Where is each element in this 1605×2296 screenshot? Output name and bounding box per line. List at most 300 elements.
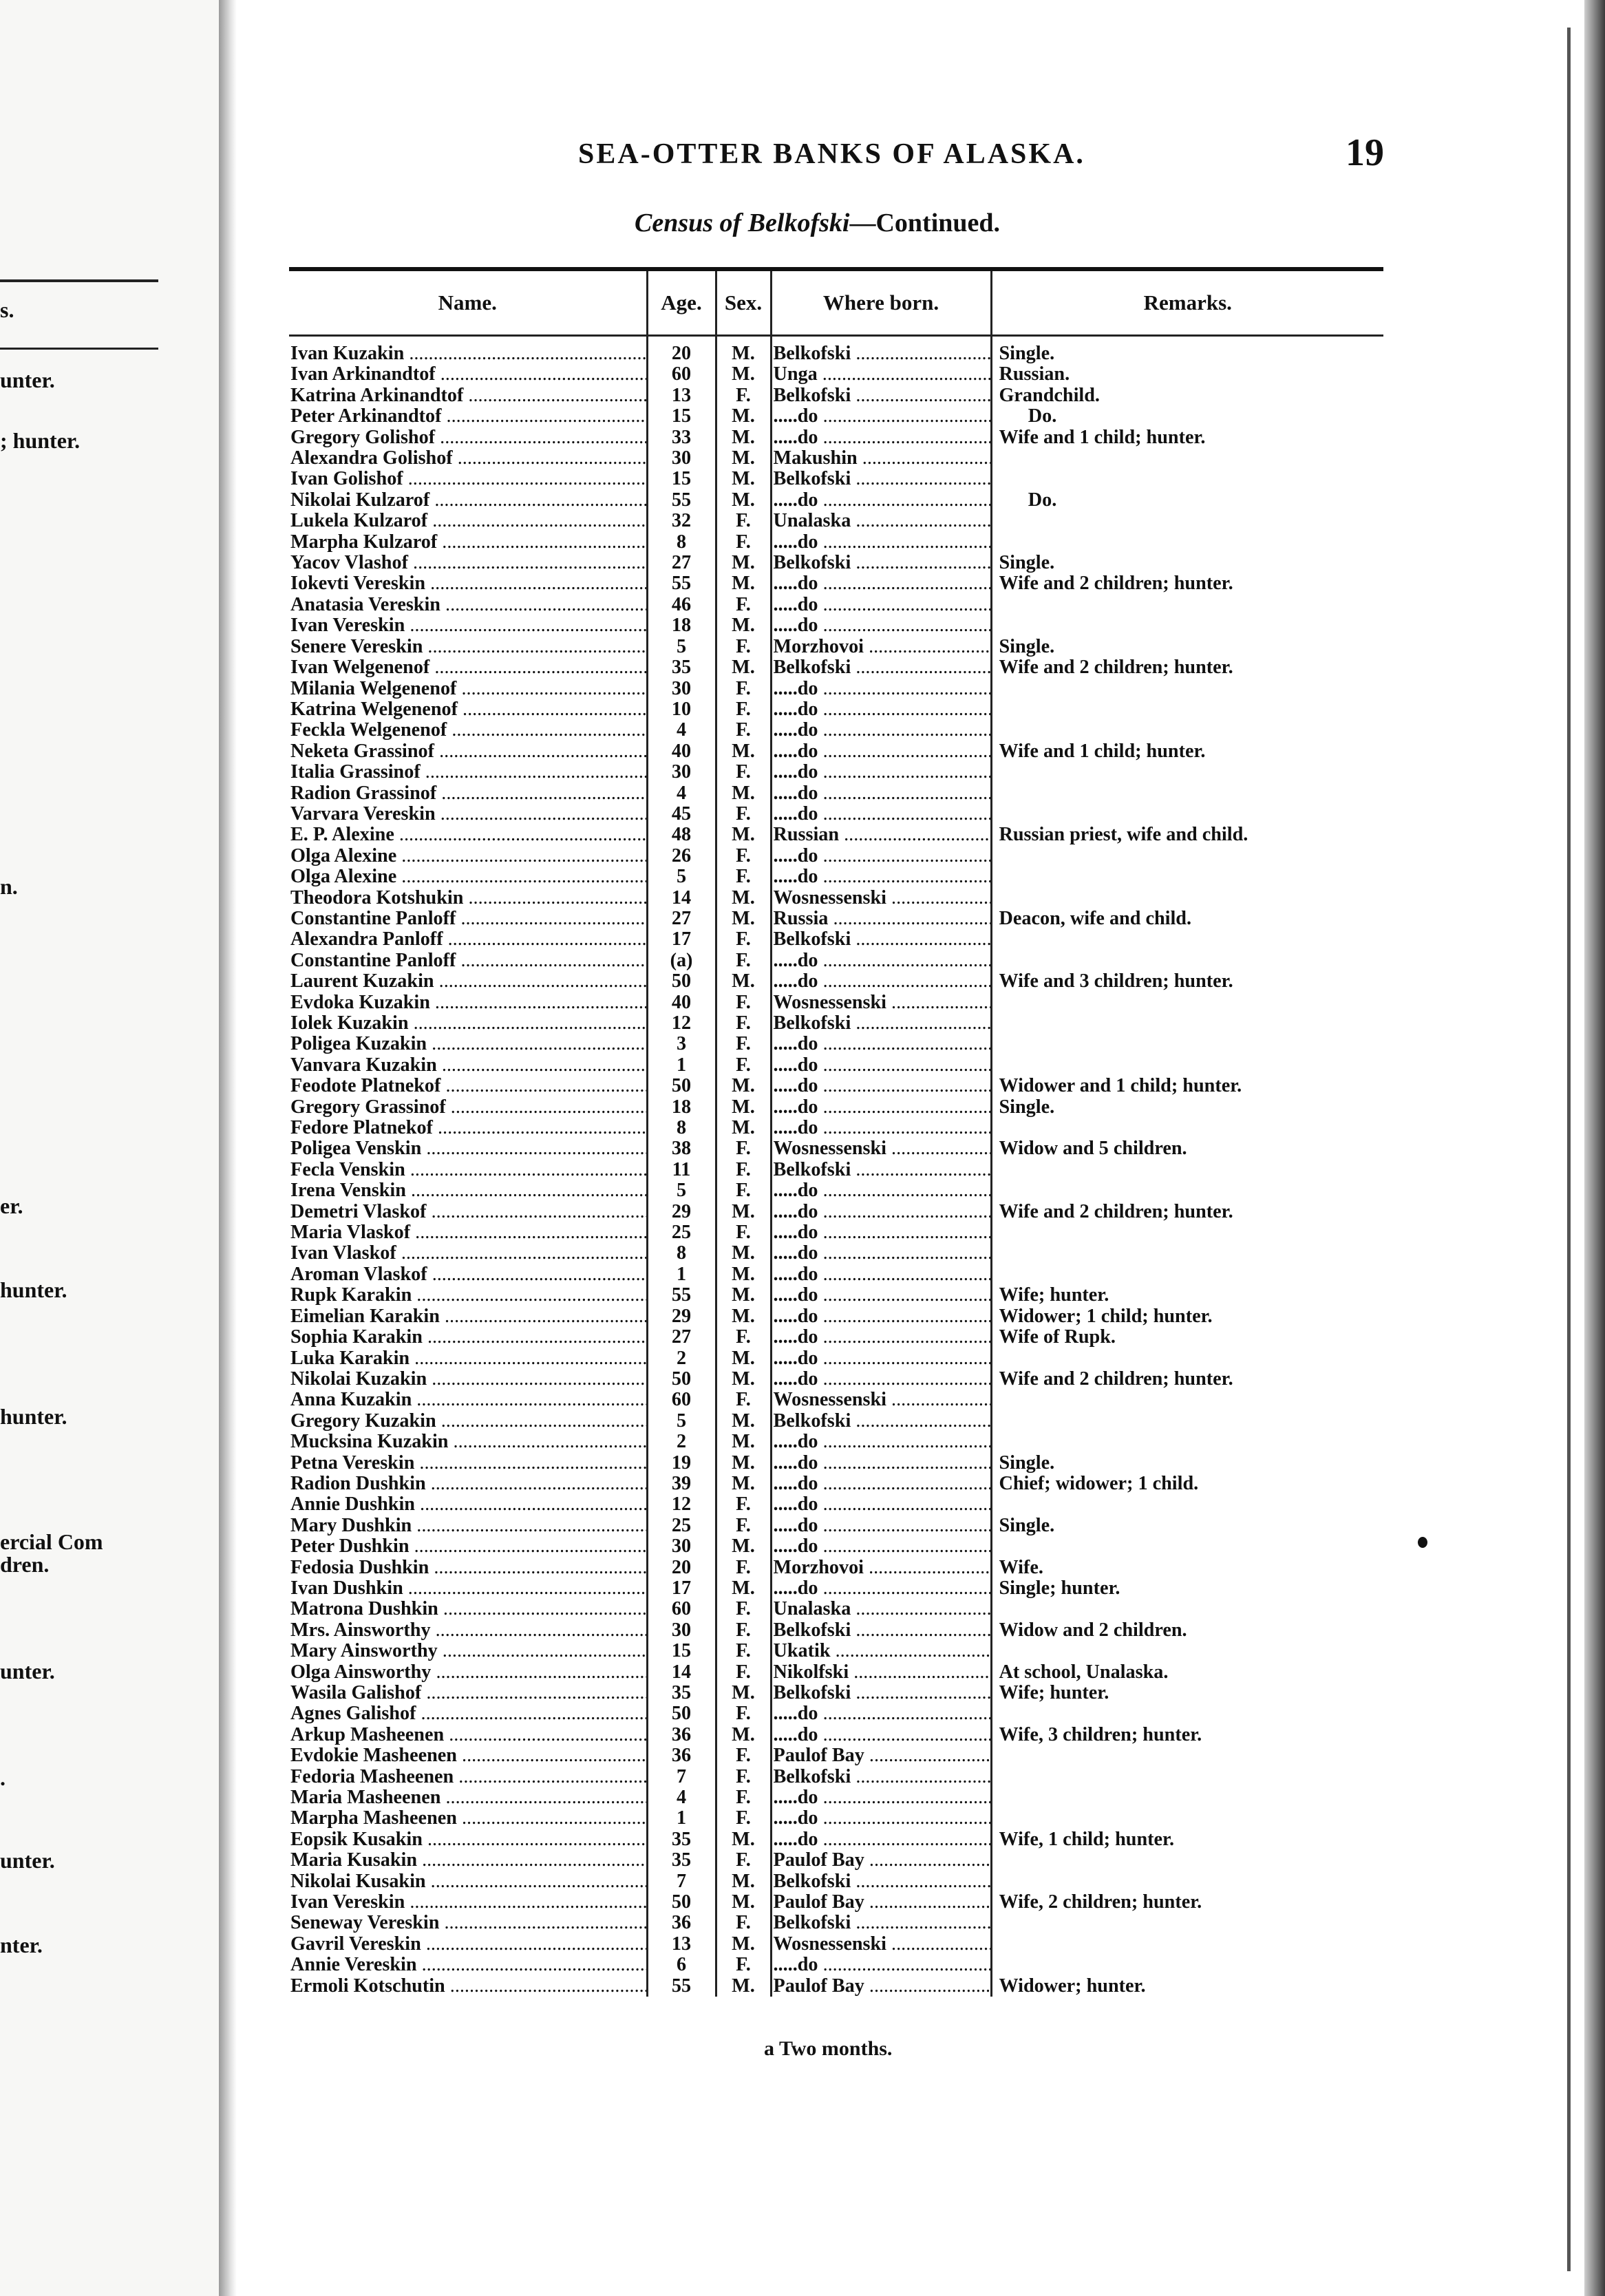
cell-where-born: .....do ..... [771,1787,991,1808]
cell-remarks: Wife, 2 children; hunter. [991,1892,1383,1913]
cell-age: 33 [647,427,716,448]
cell-remarks [991,448,1383,469]
cell-remarks: Wife of Rupk. [991,1327,1383,1348]
cell-remarks [991,1160,1383,1180]
table-row [289,511,1383,531]
cell-remarks [991,929,1383,950]
facing-page-fragment: ercial Com [0,1529,103,1554]
table-row [289,783,1383,804]
cell-sex: F. [716,1787,771,1808]
table-row [289,385,1383,406]
cell-where-born: .....do ..... [771,1829,991,1850]
cell-sex: F. [716,1620,771,1641]
cell-sex: F. [716,1494,771,1515]
cell-name: Gavril Vereskin ..... [289,1934,647,1955]
cell-where-born: .....do ..... [771,490,991,511]
column-header-name: Name. [438,290,497,315]
cell-sex: M. [716,1976,771,1997]
facing-page-fragment: ; hunter. [0,428,81,453]
table-row [289,595,1383,615]
cell-sex: M. [716,971,771,992]
cell-age: 4 [647,1787,716,1808]
cell-sex: M. [716,1892,771,1913]
cell-name: Luka Karakin ..... [289,1348,647,1369]
table-row [289,657,1383,678]
facing-page-fragment: s. [0,297,14,322]
cell-age: 15 [647,1641,716,1661]
cell-sex: M. [716,1369,771,1390]
cell-sex: F. [716,1703,771,1724]
cell-age: 50 [647,1369,716,1390]
table-row [289,1034,1383,1054]
cell-remarks: Wife and 2 children; hunter. [991,1369,1383,1390]
cell-age: 7 [647,1871,716,1892]
cell-age: 8 [647,1243,716,1264]
table-row [289,992,1383,1013]
cell-remarks [991,1745,1383,1766]
table-row [289,1348,1383,1369]
cell-remarks: Wife and 3 children; hunter. [991,971,1383,992]
table-row [289,1202,1383,1222]
cell-remarks: Wife and 2 children; hunter. [991,657,1383,678]
cell-name: Varvara Vereskin ..... [289,804,647,825]
cell-where-born: .....do ..... [771,406,991,427]
cell-sex: M. [716,448,771,469]
cell-remarks [991,595,1383,615]
cell-sex: F. [716,1767,771,1787]
cell-remarks [991,804,1383,825]
cell-where-born: Belkofski ..... [771,1411,991,1432]
cell-remarks [991,1432,1383,1452]
cell-where-born: .....do ..... [771,1264,991,1285]
cell-where-born: .....do ..... [771,573,991,594]
facing-page-fragment: n. [0,874,18,899]
cell-remarks [991,532,1383,553]
cell-sex: F. [716,532,771,553]
cell-age: 50 [647,1892,716,1913]
table-row [289,1118,1383,1138]
facing-page-rule [0,279,158,282]
cell-remarks: Wife, 3 children; hunter. [991,1725,1383,1745]
cell-name: Peter Dushkin ..... [289,1536,647,1557]
cell-where-born: Paulof Bay ..... [771,1745,991,1766]
cell-name: Olga Alexine ..... [289,867,647,887]
table-row [289,1097,1383,1118]
cell-where-born: Belkofski ..... [771,1620,991,1641]
cell-remarks [991,720,1383,741]
cell-age: 30 [647,1620,716,1641]
cell-where-born: Belkofski ..... [771,1871,991,1892]
table-row [289,1599,1383,1619]
table-row [289,1453,1383,1474]
cell-sex: M. [716,908,771,929]
cell-where-born: Wosnessenski ..... [771,1138,991,1159]
cell-remarks [991,1348,1383,1369]
cell-age: 39 [647,1474,716,1494]
cell-where-born: Makushin ..... [771,448,991,469]
cell-name: Maria Kusakin ..... [289,1850,647,1871]
cell-where-born: .....do ..... [771,1180,991,1201]
cell-remarks: Russian. [991,364,1383,385]
cell-age: 35 [647,1683,716,1703]
cell-age: 30 [647,679,716,699]
cell-name: Gregory Grassinof ..... [289,1097,647,1118]
cell-where-born: Morzhovoi ..... [771,637,991,657]
table-row [289,490,1383,511]
cell-sex: M. [716,1306,771,1327]
cell-where-born: .....do ..... [771,971,991,992]
cell-remarks: Do. [991,490,1383,511]
cell-age: 29 [647,1306,716,1327]
cell-name: Ivan Vereskin ..... [289,1892,647,1913]
cell-remarks [991,679,1383,699]
cell-remarks [991,1934,1383,1955]
table-row [289,1411,1383,1432]
cell-where-born: .....do ..... [771,1076,991,1096]
cell-where-born: Paulof Bay ..... [771,1850,991,1871]
cell-where-born: .....do ..... [771,1369,991,1390]
cell-remarks: Russian priest, wife and child. [991,825,1383,845]
cell-where-born: .....do ..... [771,1285,991,1306]
table-row [289,573,1383,594]
cell-remarks [991,1390,1383,1410]
cell-where-born: .....do ..... [771,1055,991,1076]
table-header-row [289,271,1383,336]
cell-name: Theodora Kotshukin ..... [289,888,647,908]
cell-remarks [991,1871,1383,1892]
cell-name: E. P. Alexine ..... [289,825,647,845]
cell-where-born: .....do ..... [771,1474,991,1494]
cell-where-born: Belkofski ..... [771,469,991,489]
cell-remarks [991,511,1383,531]
table-row [289,1683,1383,1703]
cell-where-born: Belkofski ..... [771,1913,991,1933]
cell-sex: M. [716,573,771,594]
cell-age: 2 [647,1348,716,1369]
cell-remarks: Single. [991,336,1383,365]
cell-where-born: Unalaska ..... [771,1599,991,1619]
facing-page-fragment: hunter. [0,1277,67,1302]
table-row [289,1703,1383,1724]
cell-age: 45 [647,804,716,825]
table-row [289,1222,1383,1243]
table-row [289,804,1383,825]
cell-sex: M. [716,1432,771,1452]
cell-where-born: .....do ..... [771,1808,991,1829]
cell-sex: F. [716,1745,771,1766]
cell-sex: M. [716,783,771,804]
cell-where-born: Nikolfski ..... [771,1662,991,1683]
cell-name: Senere Vereskin ..... [289,637,647,657]
cell-age: 6 [647,1955,716,1975]
cell-name: Rupk Karakin ..... [289,1285,647,1306]
cell-where-born: .....do ..... [771,699,991,720]
cell-where-born: Belkofski ..... [771,1013,991,1034]
cell-remarks [991,1034,1383,1054]
cell-where-born: .....do ..... [771,950,991,971]
cell-where-born: .....do ..... [771,1202,991,1222]
cell-where-born: .....do ..... [771,1034,991,1054]
table-row [289,1641,1383,1661]
cell-name: Nikolai Kusakin ..... [289,1871,647,1892]
cell-age: 13 [647,385,716,406]
cell-sex: F. [716,637,771,657]
cell-remarks: Single. [991,553,1383,573]
cell-age: 5 [647,867,716,887]
cell-sex: M. [716,553,771,573]
column-header-where-born: Where born. [771,271,991,336]
cell-remarks [991,867,1383,887]
table-row [289,1955,1383,1975]
cell-name: Maria Masheenen ..... [289,1787,647,1808]
table-row [289,1558,1383,1578]
table-row [289,427,1383,448]
cell-sex: F. [716,720,771,741]
cell-where-born: .....do ..... [771,1222,991,1243]
table-row [289,1850,1383,1871]
cell-name: Irena Venskin ..... [289,1180,647,1201]
cell-age: 27 [647,908,716,929]
cell-remarks: Wife. [991,1558,1383,1578]
facing-page-fragment: hunter. [0,1404,67,1429]
cell-sex: M. [716,490,771,511]
cell-name: Mucksina Kuzakin ..... [289,1432,647,1452]
cell-where-born: Paulof Bay ..... [771,1892,991,1913]
cell-age: 32 [647,511,716,531]
cell-where-born: Russian ..... [771,825,991,845]
cell-remarks: Widower and 1 child; hunter. [991,1076,1383,1096]
cell-name: Fedore Platnekof ..... [289,1118,647,1138]
cell-name: Katrina Welgenenof ..... [289,699,647,720]
cell-sex: F. [716,846,771,867]
cell-remarks: Chief; widower; 1 child. [991,1474,1383,1494]
table-row [289,1138,1383,1159]
cell-name: Feodote Platnekof ..... [289,1076,647,1096]
cell-name: Demetri Vlaskof ..... [289,1202,647,1222]
column-header-age: Age. [647,271,716,336]
cell-age: 1 [647,1264,716,1285]
cell-remarks [991,1411,1383,1432]
cell-remarks [991,762,1383,783]
table-row [289,1516,1383,1536]
cell-age: 55 [647,1285,716,1306]
cell-age: 60 [647,1599,716,1619]
table-row [289,1913,1383,1933]
cell-remarks [991,1536,1383,1557]
cell-name: Petna Vereskin ..... [289,1453,647,1474]
cell-age: 15 [647,406,716,427]
cell-sex: F. [716,1055,771,1076]
cell-sex: F. [716,929,771,950]
table-row [289,1808,1383,1829]
cell-age: 55 [647,490,716,511]
table-row [289,1725,1383,1745]
cell-name: Gregory Kuzakin ..... [289,1411,647,1432]
cell-name: Alexandra Panloff ..... [289,929,647,950]
cell-age: 13 [647,1934,716,1955]
table-row [289,846,1383,867]
cell-sex: M. [716,888,771,908]
cell-name: Agnes Galishof ..... [289,1703,647,1724]
cell-name: Neketa Grassinof ..... [289,741,647,762]
cell-remarks: Do. [991,406,1383,427]
cell-sex: F. [716,804,771,825]
table-row [289,762,1383,783]
cell-name: Olga Alexine ..... [289,846,647,867]
cell-remarks [991,950,1383,971]
cell-remarks: Single; hunter. [991,1578,1383,1599]
cell-remarks: At school, Unalaska. [991,1662,1383,1683]
table-row [289,1662,1383,1683]
cell-remarks [991,992,1383,1013]
cell-remarks: Single. [991,637,1383,657]
cell-remarks [991,1767,1383,1787]
cell-age: 35 [647,657,716,678]
cell-remarks: Widow and 2 children. [991,1620,1383,1641]
cell-age: 50 [647,1703,716,1724]
table-row [289,1327,1383,1348]
census-table-body [289,336,1383,1997]
cell-age: 18 [647,1097,716,1118]
cell-name: Italia Grassinof ..... [289,762,647,783]
cell-name: Mary Dushkin ..... [289,1516,647,1536]
cell-remarks: Single. [991,1097,1383,1118]
table-row [289,1494,1383,1515]
cell-remarks [991,1913,1383,1933]
cell-where-born: .....do ..... [771,1494,991,1515]
cell-where-born: .....do ..... [771,741,991,762]
cell-where-born: Belkofski ..... [771,929,991,950]
cell-remarks: Single. [991,1453,1383,1474]
footnote: a Two months. [764,2037,893,2060]
cell-remarks: Widow and 5 children. [991,1138,1383,1159]
cell-where-born: .....do ..... [771,1348,991,1369]
table-row [289,532,1383,553]
census-table-wrapper [289,267,1383,1997]
cell-name: Eimelian Karakin ..... [289,1306,647,1327]
cell-age: 7 [647,1767,716,1787]
cell-where-born: Wosnessenski ..... [771,1934,991,1955]
table-row [289,1620,1383,1641]
cell-where-born: Belkofski ..... [771,336,991,365]
table-row [289,1871,1383,1892]
table-row [289,1536,1383,1557]
table-row [289,741,1383,762]
cell-name: Radion Grassinof ..... [289,783,647,804]
cell-where-born: .....do ..... [771,720,991,741]
table-row [289,908,1383,929]
cell-age: 25 [647,1516,716,1536]
table-row [289,867,1383,887]
cell-name: Gregory Golishof ..... [289,427,647,448]
cell-sex: F. [716,1138,771,1159]
table-row [289,971,1383,992]
cell-name: Evdokie Masheenen ..... [289,1745,647,1766]
cell-sex: M. [716,1243,771,1264]
cell-age: 12 [647,1494,716,1515]
cell-age: 36 [647,1725,716,1745]
cell-name: Anna Kuzakin ..... [289,1390,647,1410]
table-row [289,1369,1383,1390]
table-row [289,1013,1383,1034]
table-row [289,1055,1383,1076]
cell-name: Constantine Panloff ..... [289,950,647,971]
cell-name: Ivan Welgenenof ..... [289,657,647,678]
cell-where-born: .....do ..... [771,1536,991,1557]
cell-sex: F. [716,595,771,615]
table-title [635,208,1000,238]
cell-name: Iolek Kuzakin ..... [289,1013,647,1034]
cell-where-born: .....do ..... [771,532,991,553]
table-row [289,1076,1383,1096]
cell-age: 8 [647,532,716,553]
cell-name: Ivan Arkinandtof ..... [289,364,647,385]
cell-age: 8 [647,1118,716,1138]
cell-name: Ivan Kuzakin ..... [289,336,647,365]
facing-page-fragment: dren. [0,1552,50,1577]
cell-age: 27 [647,1327,716,1348]
cell-name: Matrona Dushkin ..... [289,1599,647,1619]
cell-remarks: Grandchild. [991,385,1383,406]
cell-sex: F. [716,950,771,971]
table-title-italic: Census of Belkofski [635,209,850,237]
facing-page-fragment: er. [0,1193,23,1218]
cell-name: Nikolai Kuzakin ..... [289,1369,647,1390]
cell-remarks: Deacon, wife and child. [991,908,1383,929]
cell-age: 5 [647,1180,716,1201]
cell-age: 50 [647,1076,716,1096]
cell-sex: M. [716,1348,771,1369]
cell-sex: M. [716,364,771,385]
cell-name: Mrs. Ainsworthy ..... [289,1620,647,1641]
cell-age: 5 [647,637,716,657]
cell-sex: M. [716,1097,771,1118]
cell-sex: F. [716,1641,771,1661]
cell-sex: M. [716,427,771,448]
cell-name: Ivan Golishof ..... [289,469,647,489]
cell-where-born: Belkofski ..... [771,1767,991,1787]
cell-sex: M. [716,1264,771,1285]
cell-where-born: .....do ..... [771,1327,991,1348]
cell-sex: F. [716,679,771,699]
cell-age: 40 [647,741,716,762]
cell-sex: M. [716,336,771,365]
cell-age: 48 [647,825,716,845]
table-row [289,336,1383,365]
table-row [289,720,1383,741]
cell-where-born: .....do ..... [771,615,991,636]
cell-remarks: Wife and 1 child; hunter. [991,741,1383,762]
cell-name: Peter Arkinandtof ..... [289,406,647,427]
cell-name: Constantine Panloff ..... [289,908,647,929]
cell-sex: F. [716,385,771,406]
cell-sex: F. [716,1662,771,1683]
cell-age: 20 [647,1558,716,1578]
table-row [289,469,1383,489]
cell-sex: M. [716,1536,771,1557]
cell-remarks: Wife and 1 child; hunter. [991,427,1383,448]
table-row [289,1578,1383,1599]
cell-sex: M. [716,1474,771,1494]
cell-age: 26 [647,846,716,867]
cell-name: Ivan Dushkin ..... [289,1578,647,1599]
cell-age: 38 [647,1138,716,1159]
cell-sex: M. [716,825,771,845]
cell-age: 35 [647,1829,716,1850]
cell-age: 3 [647,1034,716,1054]
cell-sex: M. [716,1683,771,1703]
cell-sex: F. [716,1034,771,1054]
